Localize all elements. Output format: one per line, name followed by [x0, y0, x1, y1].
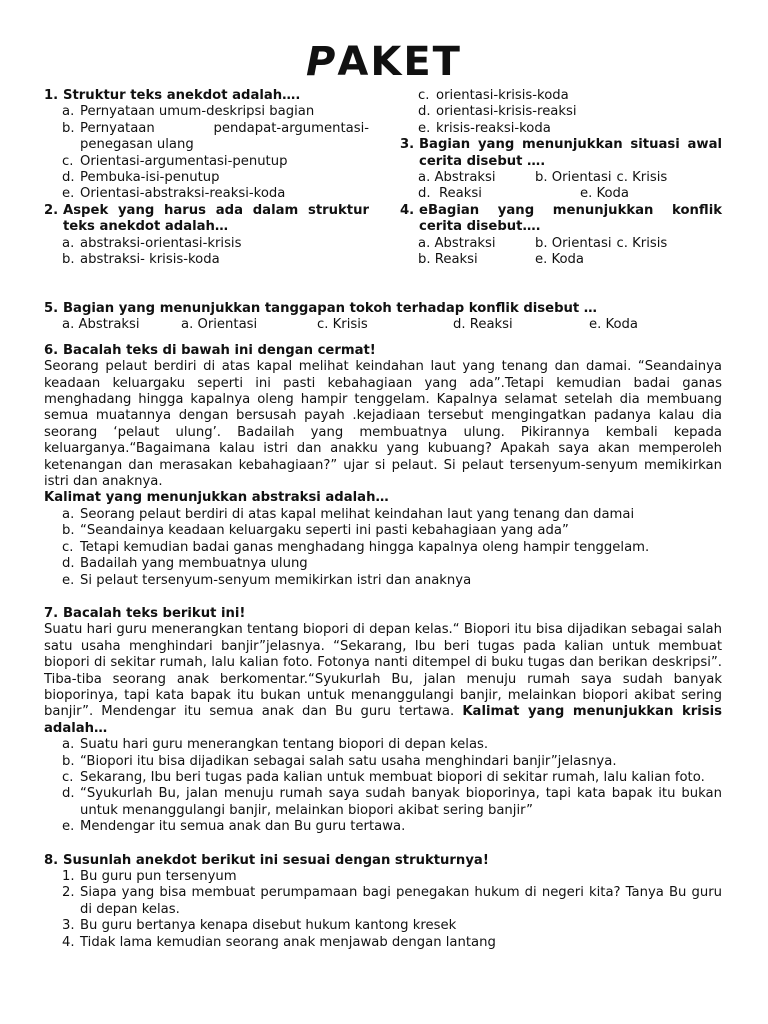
q1-option-e: e. Orientasi-abstraksi-reaksi-koda — [62, 186, 286, 202]
q3-options-row-1 — [418, 170, 722, 186]
q3-option-a: a. Abstraksi — [418, 170, 496, 186]
q6-option-b: b. “Seandainya keadaan keluargaku seperti ini pasti kebahagiaan yang ada” — [62, 523, 569, 539]
question-4: 4. eBagian yang menunjukkan konflik cerita disebut…. — [400, 202, 722, 235]
right-column — [400, 88, 722, 268]
q6-option-d: d. Badailah yang membuatnya ulung — [62, 556, 308, 572]
q1-option-c: c. Orientasi-argumentasi-penutup — [62, 153, 288, 169]
q2-option-d: d. orientasi-krisis-reaksi — [418, 104, 577, 120]
q2-option-b: b. abstraksi- krisis-koda — [62, 252, 220, 268]
q4-options-row-2 — [418, 252, 722, 268]
q7-passage: Suatu hari guru menerangkan tentang biopori di depan kelas.“ Biopori itu bisa dijadikan sebagai salah satu usaha menghindari banjir”jelasnya. “Sekarang, Ibu beri tugas pada kalian untuk membuat biopori di sekitar rumah, lalu kalian foto. Fotonya nanti ditempel di buku tugas dan berikan deskripsi”. Tiba-tiba seorang anak berkomentar.“Syukurlah Bu, jalan menuju rumah saya sudah banyak bioporinya, tapi kata bapak itu bukan untuk menanggulangi banjir, melainkan biopori akibat sering banjir”. Mendengar itu semua anak dan Bu guru tertawa. Kalimat yang menunjukkan krisis adalah… — [44, 622, 722, 736]
q5-option-a: a. Abstraksi — [62, 317, 140, 333]
q7-option-e: e. Mendengar itu semua anak dan Bu guru tertawa. — [62, 819, 406, 835]
q4-option-d: b. Reaksi — [418, 252, 478, 268]
q3-option-d: d. Reaksi — [418, 186, 482, 202]
question-8-text: Susunlah anekdot berikut ini sesuai dengan strukturnya! — [63, 852, 489, 868]
q7-option-b: b. “Biopori itu bisa dijadikan sebagai salah satu usaha menghindari banjir”jelasnya. — [62, 753, 617, 769]
question-6: 6. Bacalah teks di bawah ini dengan cermat! — [44, 343, 722, 359]
q8-item-3: 3. Bu guru bertanya kenapa disebut hukum kantong kresek — [62, 918, 457, 934]
question-2: 2. Aspek yang harus ada dalam struktur teks anekdot adalah… — [44, 202, 369, 235]
q6-prompt: Kalimat yang menunjukkan abstraksi adalah… — [44, 490, 389, 506]
q4-option-a: a. Abstraksi — [418, 235, 496, 251]
q5-option-d: d. Reaksi — [453, 317, 513, 333]
q2-option-e: e. krisis-reaksi-koda — [418, 120, 551, 136]
q3-option-b: b. Orientasi — [535, 170, 612, 186]
q2-option-c: c. orientasi-krisis-koda — [418, 88, 569, 103]
q7-option-c: c. Sekarang, Ibu beri tugas pada kalian untuk membuat biopori di sekitar rumah, lalu kalian foto. — [62, 769, 705, 785]
question-4-text: eBagian yang menunjukkan konflik cerita disebut…. — [419, 202, 722, 235]
q8-item-4: 4. Tidak lama kemudian seorang anak menjawab dengan lantang — [62, 934, 496, 950]
q8-item-2: 2. Siapa yang bisa membuat perumpamaan bagi penegakan hukum di negeri kita? Tanya Bu guru di depan kelas. — [62, 885, 722, 917]
q4-option-b: b. Orientasi — [535, 235, 612, 251]
title-first-letter: P — [306, 39, 338, 85]
q5-option-e: e. Koda — [589, 317, 639, 333]
q7-prompt: Kalimat yang menunjukkan krisis adalah… — [44, 704, 722, 736]
question-1-text: Struktur teks anekdot adalah…. — [63, 88, 301, 103]
question-1: 1. Struktur teks anekdot adalah…. — [44, 88, 369, 104]
question-3: 3. Bagian yang menunjukkan situasi awal cerita disebut …. — [400, 137, 722, 169]
q2-option-a: a. abstraksi-orientasi-krisis — [62, 235, 242, 251]
q6-option-a: a. Seorang pelaut berdiri di atas kapal melihat keindahan laut yang tenang dan damai — [62, 506, 635, 522]
q6-option-e: e. Si pelaut tersenyum-senyum memikirkan istri dan anaknya — [62, 572, 472, 588]
q3-option-e: e. Koda — [580, 186, 630, 202]
question-7-text: Bacalah teks berikut ini! — [63, 605, 246, 621]
full-width-section — [44, 301, 722, 951]
question-7: 7. Bacalah teks berikut ini! — [44, 606, 722, 622]
question-5-text: Bagian yang menunjukkan tanggapan tokoh terhadap konflik disebut … — [63, 301, 597, 316]
q1-option-a: a. Pernyataan umum-deskripsi bagian — [62, 104, 315, 120]
question-2-text: Aspek yang harus ada dalam struktur teks anekdot adalah… — [63, 202, 369, 235]
question-6-text: Bacalah teks di bawah ini dengan cermat! — [63, 342, 376, 358]
q6-passage: Seorang pelaut berdiri di atas kapal melihat keindahan laut yang tenang dan damai. “Seandainya keadaan keluargaku seperti ini pasti kebahagiaan yang ada”.Tetapi kemudian badai ganas menghadang hingga kapalnya oleng hampir tenggelam. Kapalnya selamat setelah dia membuang semua muatannya dengan bersusah payah .kejadiaan tersebut mengingatkan padanya kalau dia seorang ‘pelaut ulung’. Badailah yang membuatnya ulung. Pikirannya kembali kepada keluarganya.“Bagaimana kalau istri dan anakku yang kubuang? Apakah saya akan memperoleh ketenangan dan merasakan kebahagiaan?” ujar si pelaut. Si pelaut tersenyum-senyum memikirkan istri dan anaknya. — [44, 359, 722, 490]
q4-option-e: e. Koda — [535, 252, 585, 268]
q3-option-c: c. Krisis — [616, 170, 668, 186]
page-title — [0, 40, 768, 84]
q8-item-1: 1. Bu guru pun tersenyum — [62, 869, 237, 884]
q5-option-b: a. Orientasi — [181, 317, 258, 333]
q3-options-row-2 — [418, 186, 722, 202]
question-3-text: Bagian yang menunjukkan situasi awal cerita disebut …. — [419, 137, 722, 169]
q5-option-c: c. Krisis — [317, 317, 368, 333]
q4-options-row-1 — [418, 236, 722, 252]
question-5: 5. Bagian yang menunjukkan tanggapan tokoh terhadap konflik disebut … — [44, 301, 722, 317]
q5-options — [62, 317, 722, 333]
q6-option-c: c. Tetapi kemudian badai ganas menghadang hingga kapalnya oleng hampir tenggelam. — [62, 539, 650, 555]
q1-option-d: d. Pembuka-isi-penutup — [62, 170, 220, 186]
q7-option-d: d. “Syukurlah Bu, jalan menuju rumah saya sudah banyak bioporinya, tapi kata bapak itu bukan untuk menanggulangi banjir, melainkan biopori akibat sering banjir” — [62, 786, 722, 818]
title-rest: AKET — [337, 39, 462, 85]
question-8: 8. Susunlah anekdot berikut ini sesuai dengan strukturnya! — [44, 853, 722, 869]
q1-option-b: b. Pernyataan pendapat-argumentasi-penegasan ulang — [62, 120, 369, 153]
left-column — [44, 88, 369, 268]
q7-option-a: a. Suatu hari guru menerangkan tentang biopori di depan kelas. — [62, 737, 489, 753]
q4-option-c: c. Krisis — [616, 235, 668, 251]
